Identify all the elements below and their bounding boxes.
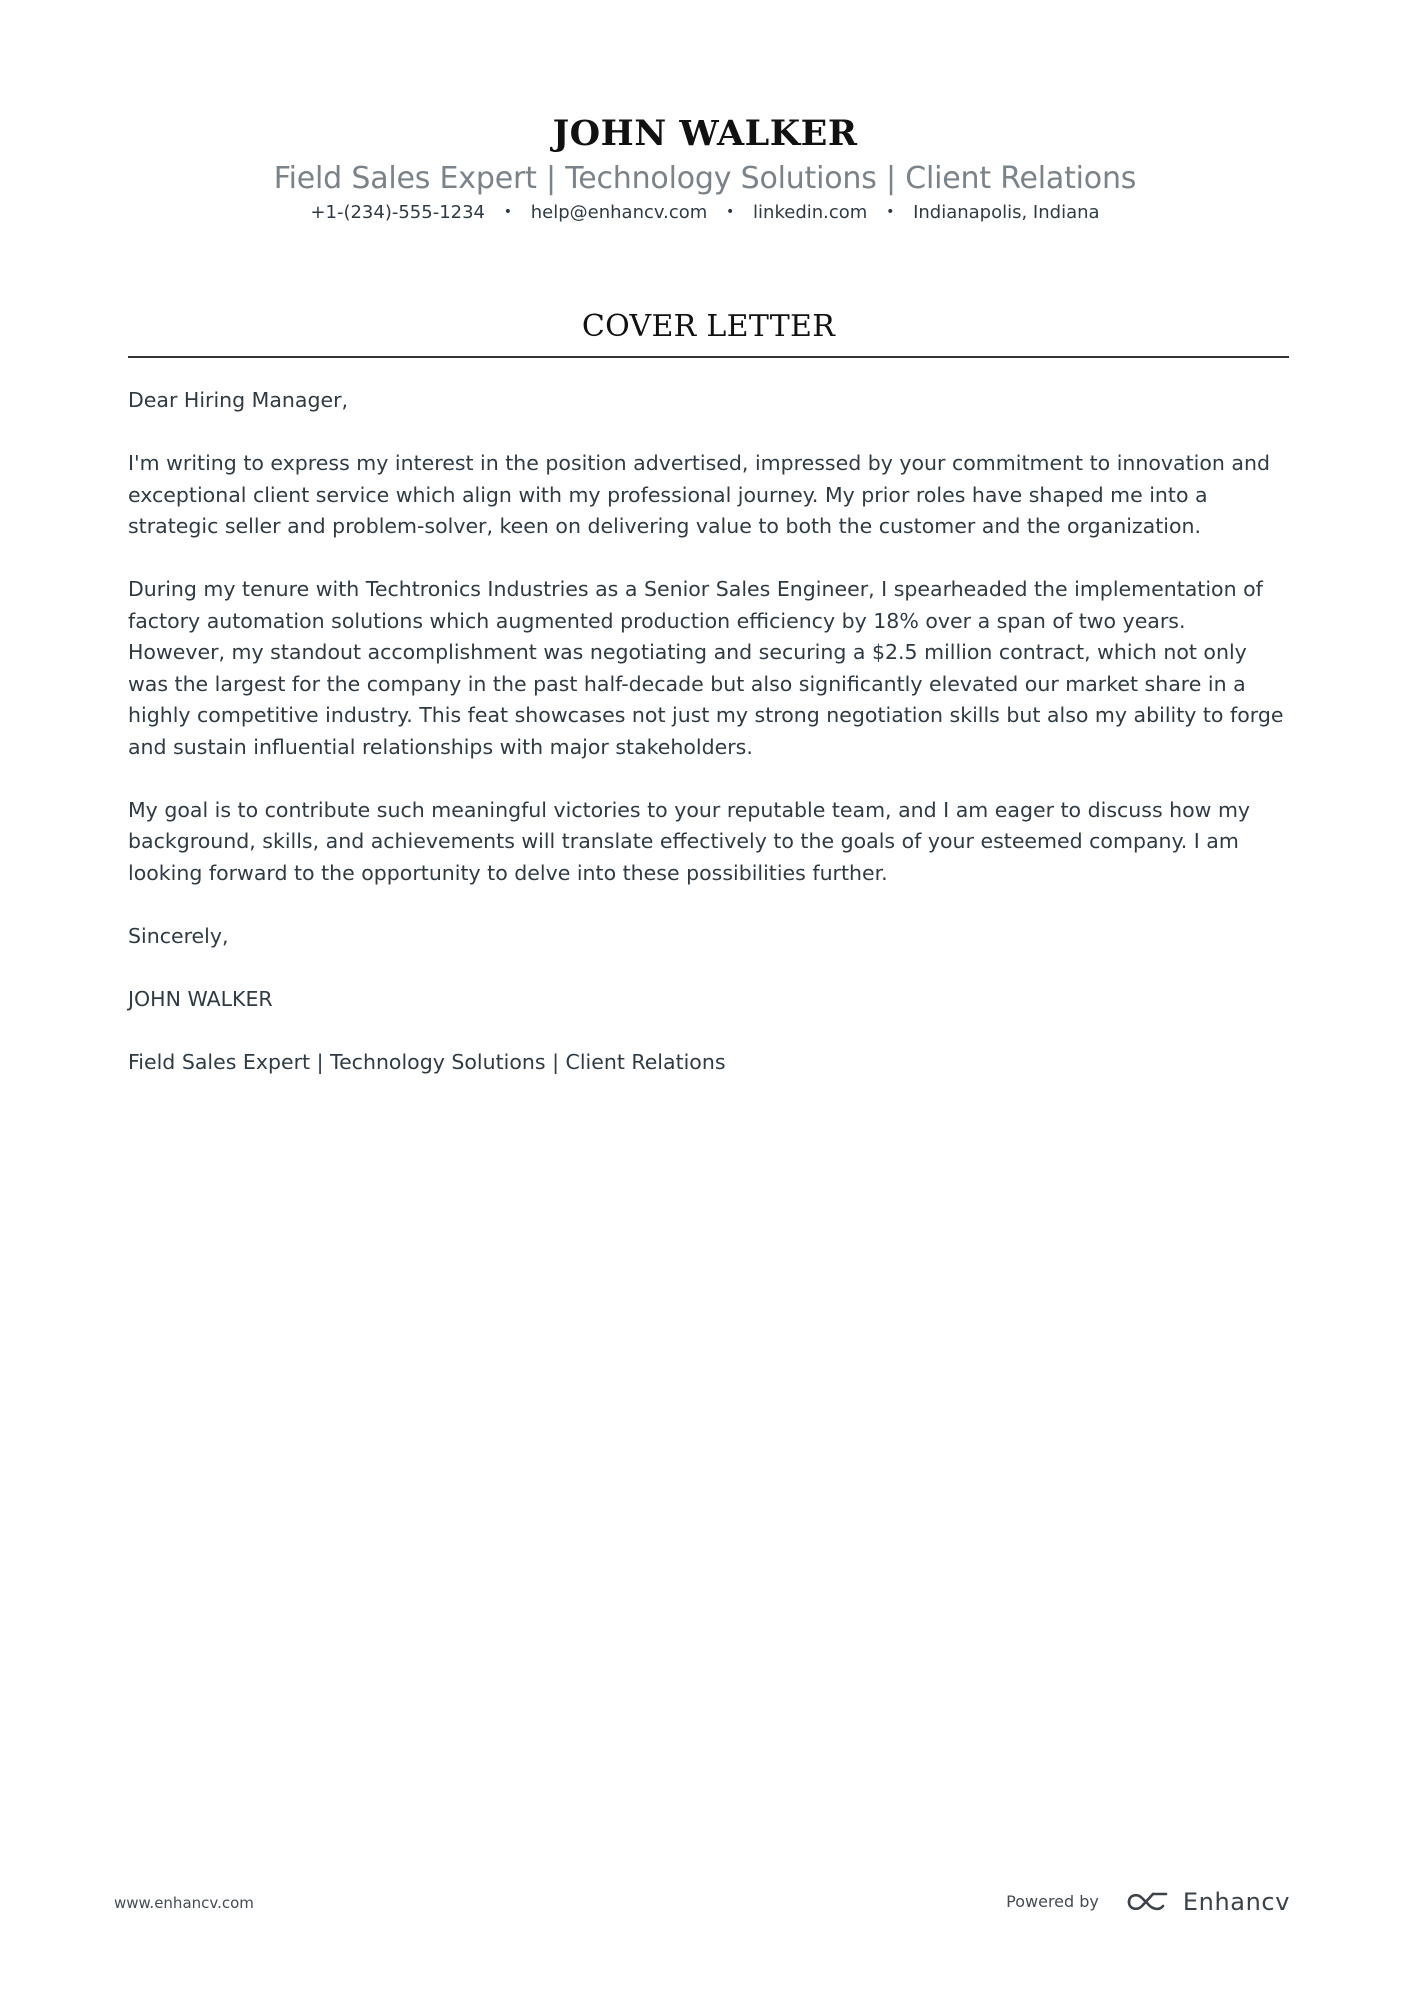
footer-website: www.enhancv.com [114, 1894, 254, 1912]
letter-paragraph: During my tenure with Techtronics Industries as a Senior Sales Engineer, I spearheaded the implementation of factory automation solutions which augmented production efficiency by 18% over a span of two years. However, my standout accomplishment was negotiating and securing a $2.5 million contract, which not only was the largest for the company in the past half-decade but also significantly elevated our market share in a highly competitive industry. This feat showcases not just my strong negotiation skills but also my ability to forge and sustain influential relationships with major stakeholders. [128, 577, 1284, 759]
applicant-headline: Field Sales Expert | Technology Solutions | Client Relations [273, 161, 1137, 196]
contact-location: Indianapolis, Indiana [913, 202, 1100, 223]
signature-title: Field Sales Expert | Technology Solutions | Client Relations [128, 1049, 726, 1074]
section-title: COVER LETTER [581, 309, 836, 344]
contact-linkedin: linkedin.com [753, 202, 868, 223]
separator-dot: • [726, 204, 735, 220]
letter-paragraph: I'm writing to express my interest in the position advertised, impressed by your commitment to innovation and exceptional client service which align with my professional journey. My prior roles have shaped me into a strategic seller and problem-solver, keen on delivering value to both the customer and the organization. [128, 451, 1270, 538]
letter-salutation: Dear Hiring Manager, [128, 388, 349, 412]
letter-body [128, 385, 1289, 1110]
letter-header [0, 112, 1410, 225]
section-divider [128, 356, 1289, 358]
brand-name: Enhancv [1182, 1888, 1290, 1916]
contact-line [0, 200, 1410, 225]
letter-closing: Sincerely, [128, 923, 229, 948]
contact-email: help@enhancv.com [530, 202, 708, 223]
contact-phone: +1-(234)-555-1234 [310, 202, 486, 223]
separator-dot: • [503, 204, 513, 220]
powered-by-label: Powered by [1006, 1892, 1099, 1911]
separator-dot: • [886, 204, 895, 220]
applicant-name: JOHN WALKER [552, 113, 858, 154]
signature-name: JOHN WALKER [128, 986, 273, 1011]
letter-paragraph: My goal is to contribute such meaningful victories to your reputable team, and I am eager to discuss how my background, skills, and achievements will translate effectively to the goals of your esteemed company. I am looking forward to the opportunity to delve into these possibilities further. [128, 797, 1251, 885]
footer-branding [1006, 1888, 1290, 1916]
enhancv-logo-icon [1125, 1889, 1171, 1915]
